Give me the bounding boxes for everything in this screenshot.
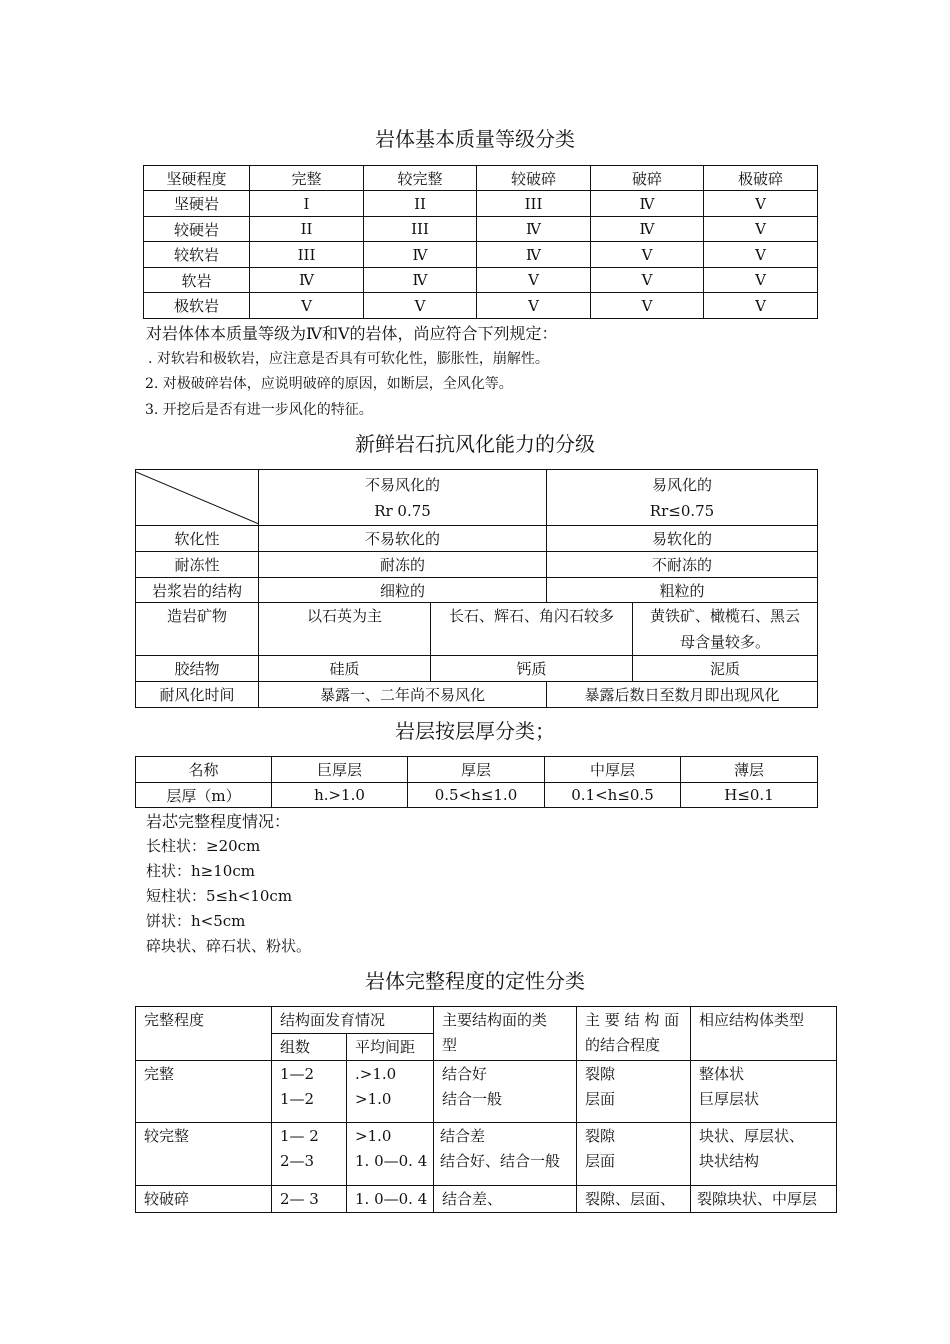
header-cell: 中厚层 [545,757,681,783]
cell-line: .>1.0 [355,1065,397,1083]
table-header-row [136,470,818,526]
cell-line: 裂隙 [585,1065,616,1083]
diagonal-header-cell [136,470,259,526]
cell-line: 块状、厚层状、 [699,1127,805,1145]
table-cell: II [364,191,477,217]
table-cell: 不易软化的 [259,526,547,552]
table-cell: h.>1.0 [272,783,408,808]
table-cell [434,1061,577,1123]
cell-line: 层面 [585,1152,616,1170]
header-cell: 完整程度 [136,1007,272,1061]
cell-line: >1.0 [355,1090,392,1108]
table-cell: III [364,217,477,242]
notes-intro: 对岩体体本质量等级为Ⅳ和Ⅴ的岩体，尚应符合下列规定： [146,324,558,343]
header-cell: 名称 [136,757,272,783]
core-line: 饼状：h<5cm [146,912,246,930]
header-cell: 破碎 [591,166,704,191]
table-cell: Ⅴ [704,293,818,319]
table-row [144,293,818,319]
cell-line: 母含量较多。 [680,633,771,651]
cell-line: >1.0 [355,1127,392,1145]
table-row [136,578,818,603]
table-cell [633,603,818,656]
table-header-row [144,166,818,191]
header-cell: 薄层 [681,757,818,783]
table-cell: Ⅴ [477,268,591,293]
header-line: 易风化的 [652,475,713,494]
table-cell: Ⅳ [250,268,364,293]
core-line: 长柱状：≥20cm [146,837,261,855]
cell-line: 结合一般 [442,1090,503,1108]
table-cell: Ⅳ [477,242,591,268]
header-cell: 结构面发育情况 [272,1007,434,1034]
cell-line: 裂隙 [585,1127,616,1145]
table-cell: 2— 3 [272,1186,347,1213]
section-title-weathering: 新鲜岩石抗风化能力的分级 [355,432,595,456]
cell-line: 黄铁矿、橄榄石、黑云 [650,607,801,625]
table-cell: 粗粒的 [547,578,818,603]
table-cell: Ⅳ [477,217,591,242]
table-cell: 造岩矿物 [136,603,259,656]
table-cell [577,1061,691,1123]
header-line: 型 [442,1036,458,1054]
table-cell: Ⅴ [477,293,591,319]
table-cell: Ⅴ [364,293,477,319]
table-cell [577,1123,691,1186]
header-line: Rr≤0.75 [649,501,715,520]
header-cell: 较完整 [364,166,477,191]
table-row [144,268,818,293]
table-cell: Ⅳ [364,268,477,293]
header-cell-not-weatherable [259,470,547,526]
table-cell: Ⅴ [591,268,704,293]
header-line: 主 要 结 构 面 [585,1011,680,1029]
table-header-row [136,757,818,783]
header-cell: 平均间距 [347,1034,434,1061]
table-cell: 0.1<h≤0.5 [545,783,681,808]
table-cell: 较完整 [136,1123,272,1186]
table-header-row [136,1007,837,1034]
cell-line: 1—2 [280,1065,315,1083]
header-cell: 巨厚层 [272,757,408,783]
table-row [144,191,818,217]
table-cell [272,1123,347,1186]
table-row [136,552,818,578]
diagonal-line [136,470,259,526]
table-cell: 不耐冻的 [547,552,818,578]
table-cell [347,1061,434,1123]
table-cell: Ⅴ [250,293,364,319]
header-cell: 组数 [272,1034,347,1061]
table-cell: I [250,191,364,217]
table-cell: 泥质 [633,656,818,682]
header-cell: 极破碎 [704,166,818,191]
table-cell: Ⅳ [364,242,477,268]
table-cell: Ⅴ [704,191,818,217]
table-cell: 长石、辉石、角闪石较多 [431,603,633,656]
cell-line: 巨厚层状 [699,1090,760,1108]
table-cell: 暴露后数日至数月即出现风化 [547,682,818,708]
table-cell: 完整 [136,1061,272,1123]
cell-line: 1. 0—0. 4 [355,1152,428,1170]
cell-line: 整体状 [699,1065,745,1083]
cell-line: 2—3 [280,1152,315,1170]
table-row [136,1123,837,1186]
header-cell: 较破碎 [477,166,591,191]
header-line: 的结合程度 [585,1036,661,1054]
header-line: 主要结构面的类 [442,1011,548,1029]
table-cell [691,1061,837,1123]
table-cell: 岩浆岩的结构 [136,578,259,603]
cell-line: 结合好、结合一般 [440,1152,561,1170]
section-title-layer-thickness: 岩层按层厚分类； [395,719,555,743]
table-cell: Ⅴ [591,242,704,268]
table-cell: 裂隙、层面、 [577,1186,691,1213]
section-title-rock-quality: 岩体基本质量等级分类 [375,127,575,151]
table-row [136,682,818,708]
table-cell [272,1061,347,1123]
table-cell: 软化性 [136,526,259,552]
header-line: 不易风化的 [365,475,441,494]
cell-line: 层面 [585,1090,616,1108]
table-cell: 较破碎 [136,1186,272,1213]
header-cell [434,1007,577,1061]
table-cell [347,1123,434,1186]
table-cell: 耐冻的 [259,552,547,578]
cell-line: 1— 2 [280,1127,319,1145]
table-cell: 以石英为主 [259,603,431,656]
header-cell: 厚层 [408,757,545,783]
table-cell: 暴露一、二年尚不易风化 [259,682,547,708]
cell-line: 结合差 [440,1127,486,1145]
table-cell: 较硬岩 [144,217,250,242]
table-cell: 1. 0—0. 4 [347,1186,434,1213]
table-row [136,526,818,552]
core-line: 短柱状：5≤h<10cm [146,887,293,905]
table-cell: 钙质 [431,656,633,682]
table-row [136,656,818,682]
table-cell: 胶结物 [136,656,259,682]
table-cell: 细粒的 [259,578,547,603]
table-cell: 较软岩 [144,242,250,268]
table-cell: 0.5<h≤1.0 [408,783,545,808]
table-row [136,1061,837,1123]
cell-line: 块状结构 [699,1152,760,1170]
table-cell: Ⅴ [704,268,818,293]
layer-thickness-table [135,756,818,808]
note-item: 2. 对极破碎岩体，应说明破碎的原因，如断层，全风化等。 [145,376,513,392]
header-cell [577,1007,691,1061]
table-cell: III [250,242,364,268]
table-cell: 层厚（m） [136,783,272,808]
table-row [144,217,818,242]
note-item: . 对软岩和极软岩，应注意是否具有可软化性，膨胀性，崩解性。 [148,351,549,367]
table-cell: 耐冻性 [136,552,259,578]
table-cell: 软岩 [144,268,250,293]
table-cell [434,1123,577,1186]
core-line: 碎块状、碎石状、粉状。 [146,937,312,955]
header-cell: 坚硬程度 [144,166,250,191]
header-cell: 完整 [250,166,364,191]
table-cell [691,1123,837,1186]
header-cell-weatherable [547,470,818,526]
table-cell: Ⅳ [591,217,704,242]
table-cell: 易软化的 [547,526,818,552]
note-item: 3. 开挖后是否有进一步风化的特征。 [145,402,373,418]
table-row [144,242,818,268]
weathering-table [135,469,818,708]
table-row [136,603,818,656]
table-cell: Ⅴ [591,293,704,319]
table-cell: 裂隙块状、中厚层 [691,1186,837,1213]
table-row [136,1186,837,1213]
table-cell: 耐风化时间 [136,682,259,708]
table-cell: 结合差、 [434,1186,577,1213]
header-line: Rr 0.75 [374,501,431,520]
cell-line: 1—2 [280,1090,315,1108]
integrity-table [135,1006,837,1213]
section-title-integrity: 岩体完整程度的定性分类 [365,969,585,993]
table-cell: H≤0.1 [681,783,818,808]
table-cell: II [250,217,364,242]
table-cell: III [477,191,591,217]
table-cell: Ⅴ [704,217,818,242]
core-line: 柱状：h≥10cm [146,862,255,880]
table-cell: Ⅴ [704,242,818,268]
core-intro: 岩芯完整程度情况： [146,812,291,831]
table-cell: Ⅳ [591,191,704,217]
table-cell: 极软岩 [144,293,250,319]
header-cell: 相应结构体类型 [691,1007,837,1061]
cell-line: 结合好 [442,1065,488,1083]
table-cell: 硅质 [259,656,431,682]
table-cell: 坚硬岩 [144,191,250,217]
rock-quality-table [143,165,818,319]
table-row [136,783,818,808]
